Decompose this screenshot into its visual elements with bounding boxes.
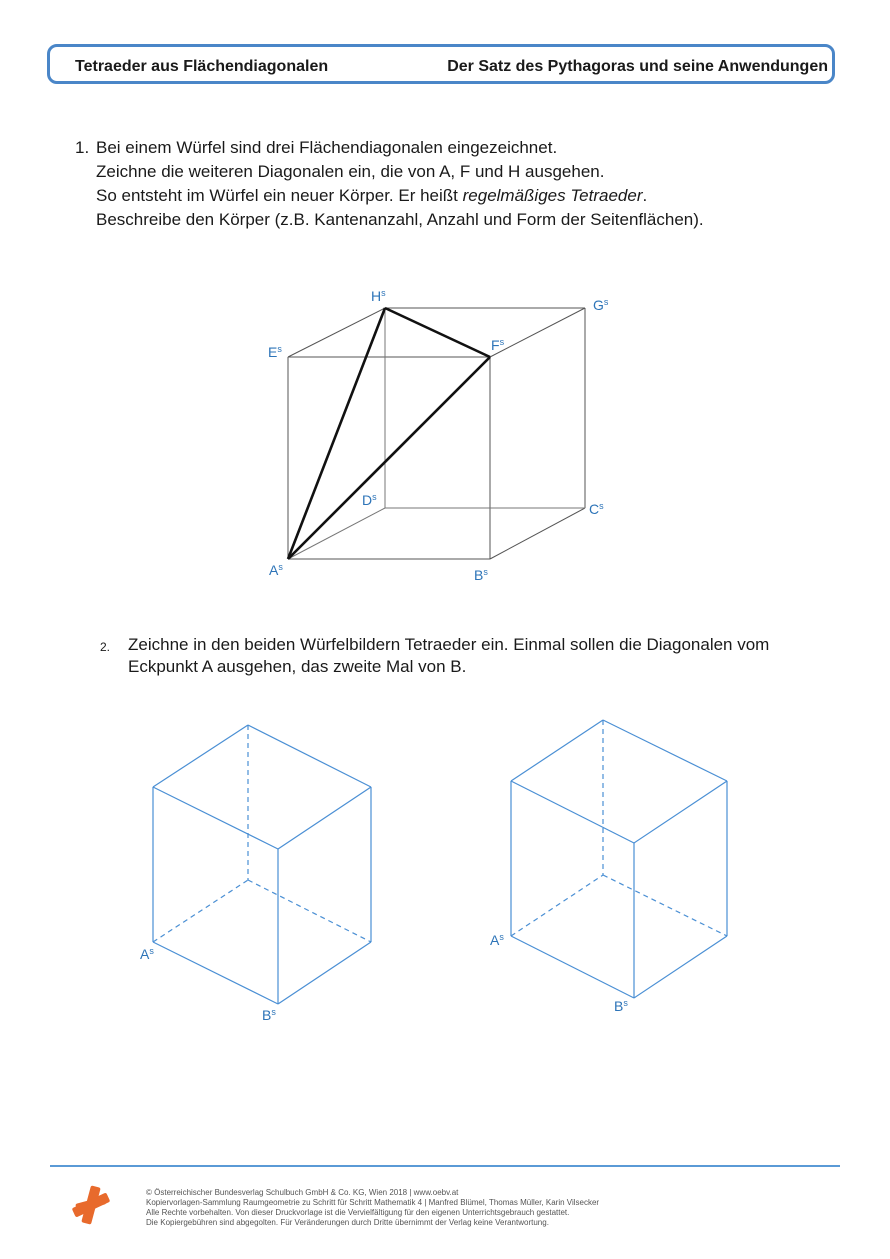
cube-3-labels	[490, 932, 628, 1014]
task-1-line-4: Beschreibe den Körper (z.B. Kantenanzahl, Anzahl und Form der Seitenflächen).	[96, 210, 704, 229]
task-2-text: Zeichne in den beiden Würfelbildern Tetraeder ein. Einmal sollen die Diagonalen vom Eckpunkt A ausgehen, das zweite Mal von B.	[128, 635, 770, 676]
term-regular-tetrahedron: regelmäßiges Tetraeder	[462, 186, 643, 205]
vertex-label-B: $B^s$	[262, 1007, 276, 1023]
footer-line-2: Kopiervorlagen-Sammlung Raumgeometrie zu Schritt für Schritt Mathematik 4 | Manfred Blümel, Thomas Müller, Karin Vilsecker	[146, 1198, 600, 1207]
vertex-label-C: $C^s$	[589, 501, 604, 517]
cube-figure-3	[511, 720, 727, 998]
hidden-edges	[511, 720, 727, 936]
publisher-logo-icon	[70, 1184, 112, 1226]
vertex-label-A: $A^s$	[140, 946, 154, 962]
task-1-line-2: Zeichne die weiteren Diagonalen ein, die von A, F und H ausgehen.	[96, 162, 605, 181]
footer-line-3: Alle Rechte vorbehalten. Von dieser Druckvorlage ist die Vervielfältigung für den eigenen Unterrichtsgebrauch gestattet.	[146, 1208, 570, 1217]
edge-BC	[490, 508, 585, 559]
vertex-label-E: $E^s$	[268, 344, 282, 360]
cube-figure-2	[153, 725, 371, 1004]
footer-line-1: © Österreichischer Bundesverlag Schulbuch GmbH & Co. KG, Wien 2018 | www.oebv.at	[146, 1188, 459, 1197]
cube-2-labels	[140, 946, 276, 1023]
diagonal-AF	[288, 357, 490, 559]
task-1-line-1: Bei einem Würfel sind drei Flächendiagonalen eingezeichnet.	[96, 138, 558, 157]
vertex-label-A: $A^s$	[490, 932, 504, 948]
vertex-label-G: $G^s$	[593, 297, 609, 313]
task-2-number: 2.	[100, 640, 111, 654]
edge-EH	[288, 308, 385, 357]
hidden-edges	[153, 725, 371, 942]
task-1-line-3: So entsteht im Würfel ein neuer Körper. Er heißt regelmäßiges Tetraeder.	[96, 186, 648, 205]
diagonal-AH	[288, 308, 385, 559]
cube-figure-1	[288, 308, 585, 559]
diagonal-HF	[385, 308, 490, 357]
vertex-label-B: $B^s$	[614, 998, 628, 1014]
vertex-label-H: $H^s$	[371, 288, 386, 304]
footer-line-4: Die Kopiergebühren sind abgegolten. Für Veränderungen durch Dritte übernimmt der Verlag keine Verantwortung.	[146, 1218, 549, 1227]
task-1-number: 1.	[75, 138, 90, 157]
footer-divider	[50, 1165, 840, 1167]
face-diagonals	[288, 308, 490, 559]
vertex-label-B: $B^s$	[474, 567, 488, 583]
chapter-title: Der Satz des Pythagoras und seine Anwendungen	[447, 58, 828, 75]
worksheet-title: Tetraeder aus Flächendiagonalen	[75, 58, 329, 75]
copyright-footer	[146, 1188, 746, 1228]
vertex-label-F: $F^s$	[491, 337, 505, 353]
edge-AD	[288, 508, 385, 559]
vertex-label-A: $A^s$	[269, 562, 283, 578]
vertex-label-D: $D^s$	[362, 492, 377, 508]
edge-FG	[490, 308, 585, 357]
